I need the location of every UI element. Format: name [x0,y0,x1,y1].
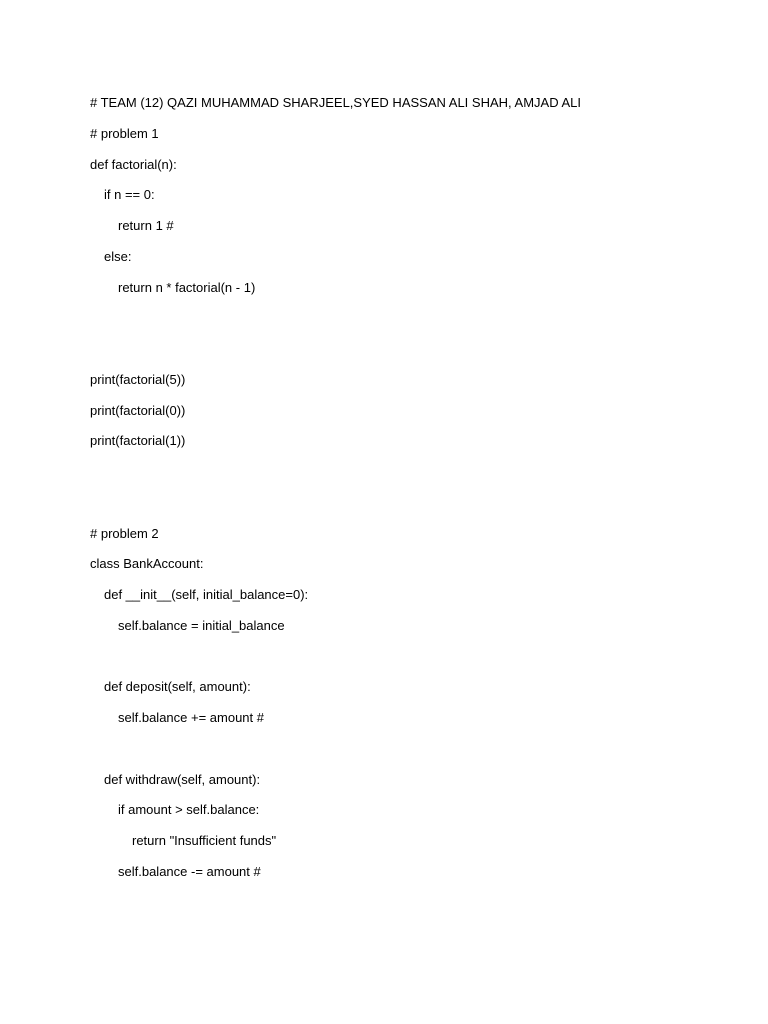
code-line: self.balance -= amount # [118,864,261,879]
code-line: return 1 # [118,218,174,233]
code-line: print(factorial(0)) [90,403,186,418]
code-line: if amount > self.balance: [118,802,260,817]
code-line: return n * factorial(n - 1) [118,280,256,295]
code-line: def withdraw(self, amount): [104,772,261,787]
team-header-comment: # TEAM (12) QAZI MUHAMMAD SHARJEEL,SYED HASSAN ALI SHAH, AMJAD ALI [90,95,581,110]
code-line: class BankAccount: [90,556,204,571]
code-line: def __init__(self, initial_balance=0): [104,587,309,602]
code-line: print(factorial(5)) [90,372,186,387]
code-line: else: [104,249,132,264]
problem-2-comment: # problem 2 [90,526,159,541]
problem-1-comment: # problem 1 [90,126,159,141]
code-line: return "Insufficient funds" [132,833,277,848]
code-line: def factorial(n): [90,157,177,172]
code-line: self.balance = initial_balance [118,618,285,633]
code-line: def deposit(self, amount): [104,679,251,694]
code-line: print(factorial(1)) [90,433,186,448]
code-line: self.balance += amount # [118,710,264,725]
code-line: if n == 0: [104,187,155,202]
